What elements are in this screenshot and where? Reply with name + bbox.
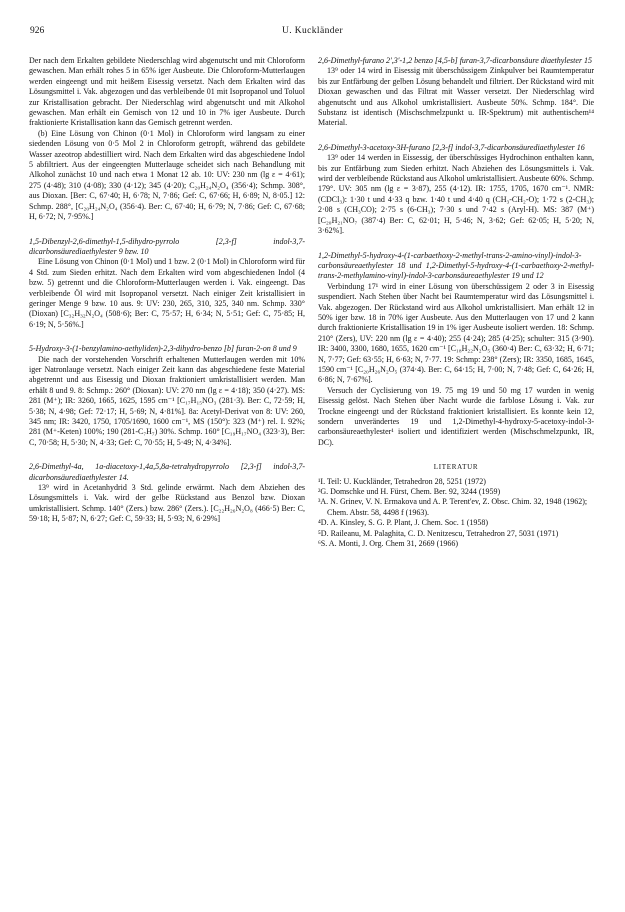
paragraph-hydroxy-indol-procedure: Verbindung 17¹ wird in einer Lösung von überschüssigem 2 oder 3 in Eisessig suspendiert. Nach Stehen über Nacht bei Raumtemperatur wird das Lösungsmittel i. Vak. abgezogen. Der Rückstand wird aus Alkohol umkristallisiert. Man erhält 12 in 50% iger bzw. 18 in 70% iger Ausbeute. Aus den Mutterlaugen von 17 und 2 kann durch fraktionierte Kristallisation 19 in 1% iger Ausbeute isoliert werden. 18: Schmp. 210° (Zers), UV: 220 nm (lg ε = 4·40); 255 (4·24); 285 (4·25); schulter: 315 (3·90). IR: 3400, 3300, 1680, 1655, 1620 cm⁻¹ [C₁₈H₂₂N₂O₅ (360·4) Ber: C, 63·32; H, 6·71; N, 7·77; Gef: 63·55; H, 6·63; N, 7·77. 19: Schmp: 238° (Zers); IR: 3350, 1685, 1645, 1590 cm⁻¹ [C₂₀H₂₆N₂O₅ (374·4). Ber: C, 64·15; H, 7·00; N, 7·48; Gef: C, 64·26; H, 6·86; N, 7·67%].	[318, 281, 594, 385]
paragraph-dibenzyl-procedure: Eine Lösung von Chinon (0·1 Mol) und 1 bzw. 2 (0·1 Mol) in Chloroform wird für 4 Std. zum Sieden erhitzt. Nach dem Erkalten wird vom abgeschiedenen Indol (4 bzw. 5) getrennt und die Chloroform-Mutterlaugen werden i. Vak. eingeengt. Das verbleibende Öl wird mit Isopropanol versetzt. Nach einiger Zeit kristallisiert in geringer Menge 9 bzw. 10 aus. 9: UV: 230, 265, 310, 325, 340 nm. Schmp. 330° (Dioxan) [C₃₂H₃₂N₂O₄ (508·6); Ber: C, 75·57; H, 6·34; N, 5·51; Gef: C, 75·85; H, 6·19; N, 5·56%.]	[29, 257, 305, 329]
heading-hydroxy-indol-esters: 1,2-Dimethyl-5-hydroxy-4-(1-carbaethoxy-2-methyl-trans-2-amino-vinyl)-indol-3-carbonsäureaethylester 18 und 1,2-Dimethyl-5-hydroxy-4-(1-carbaethoxy-2-methyl-trans-2-methylamino-vinyl)-indol-3-carbonsäureaethylester 19 und 12	[318, 250, 594, 281]
reference-list	[318, 477, 594, 550]
heading-acetoxy-furanoindol: 2,6-Dimethyl-3-acetoxy-3H-furano [2,3-f] indol-3,7-dicarbonsäurediaethylester 16	[318, 142, 585, 152]
heading-dibenzyl-pyrroloindol: 1,5-Dibenzyl-2,6-dimethyl-1,5-dihydro-pyrrolo [2,3-f] indol-3,7-dicarbonsäurediaethylester 9 bzw. 10	[29, 236, 305, 256]
reference-item: ⁵D. Raileanu, M. Palaghita, C. D. Nenitzescu, Tetrahedron 27, 5031 (1971)	[318, 528, 559, 538]
left-column	[29, 56, 305, 525]
reference-item: ¹I. Teil: U. Kuckländer, Tetrahedron 28, 5251 (1972)	[318, 476, 486, 486]
running-header-author: U. Kuckländer	[281, 26, 344, 36]
reference-item: ²G. Domschke und H. Fürst, Chem. Ber. 92, 3244 (1959)	[318, 487, 501, 497]
paragraph-method-b: (b) Eine Lösung von Chinon (0·1 Mol) in Chloroform wird langsam zu einer siedenden Lösung von 0·5 Mol 2 in Chloroform getropft, während das gebildete Wasser azeotrop abdestilliert wird. Nach dem Erkalten wird das abgeschiedene Indol 5 abfiltriert. Aus der eingeengten Mutterlauge scheidet sich nach Behandlung mit Alkohol zunächst 10 und nach etwa 1 Monat 12 ab. 10: UV: 230 nm (lg ε = 4·61); 275 (4·48); 310 (4·08); 330 (4·12); 345 (4·20); C₂₀H₂₄N₂O₄ (356·4); Schmp. 308°, aus Dioxan. [Ber: C, 67·40; H, 6·78; N, 7·86; Gef: C, 67·66; H, 6·89; N, 8·05.] 12: Schmp. 288°, [C₂₀H₂₄N₂O₄ (356·4). Ber: C, 67·40; H, 6·79; N, 7·86; Gef: C, 67·68; H, 6·72; N, 7·95%.]	[29, 128, 305, 222]
paragraph-furano-procedure: 13⁹ oder 14 wird in Eisessig mit überschüssigem Zinkpulver bei Raumtemperatur bis zur Entfärbung der gelben Lösung behandelt und filtriert. Der Rückstand wird mit Dioxan gewaschen und das Filtrat mit Wasser versetzt. Der Niederschlag wird abgenutscht und aus Alkohol umkristallisiert. Ausbeute 50%. Schmp. 184°. Die Substanz ist identisch (Mischschmelzpunkt u. IR-Spektrum) mit authentischem¹⁴ Material.	[318, 66, 594, 128]
reference-item: ⁴D. A. Kinsley, S. G. P. Plant, J. Chem. Soc. 1 (1958)	[318, 518, 489, 528]
reference-item: ⁶S. A. Monti, J. Org. Chem 31, 2669 (1966)	[318, 539, 458, 549]
heading-diacetoxy-tetrahydropyrroloindol: 2,6-Dimethyl-4a, 1a-diacetoxy-1,4a,5,8a-tetrahydropyrrolo [2,3-f] indol-3,7-dicarbonsäurediaethylester 14.	[29, 462, 305, 482]
paragraph-mother-liquor: Der nach dem Erkalten gebildete Niederschlag wird abgenutscht und mit Chloroform gewaschen. Man erhält rohes 5 in 65% iger Ausbeute. Die Chloroform-Mutterlaugen werden eingeengt und mit heißem Eisessig versetzt. Nach dem Erkalten wird das Lösungsmittel i. Vak. abgezogen und das verbleibende 01 mit Isopropanol und Toluol zur Kristallisation gebracht. Der Niederschlag wird abgenutscht und mit Alkohol gewaschen. Man erhält ein Gemisch von 12 und 10 in 7% iger Ausbeute. Durch fraktionierte Kristallisation kann das Gemisch getrennt werden.	[29, 56, 305, 128]
heading-benzofuranone: 5-Hydroxy-3-(1-benzylamino-aethyliden)-2,3-dihydro-benzo [b] furan-2-on 8 und 9	[29, 344, 297, 354]
running-header	[30, 26, 595, 40]
paragraph-benzofuranone-procedure: Die nach der vorstehenden Vorschrift erhaltenen Mutterlaugen werden mit 10% iger Natronlauge versetzt. Nach einiger Zeit kann das abgeschiedene feste Material abgetrennt und aus Eisessig und Dioxan fraktioniert umkristallisiert werden. Man erhält 8 und 9. 8: Schmp.: 260° (Dioxan): UV: 270 nm (lg ε = 4·18); 350 (4·27). MS: 281 (M⁺); IR: 3260, 1665, 1625, 1595 cm⁻¹ [C₁₇H₁₅NO₃ (281·3). Ber: C, 72·59; H, 5·38; N, 4·98; Gef: 72·17; H, 5·69; N, 4·81%]. 8a: Acetyl-Derivat von 8: UV: 260, 345 nm; IR: 3420, 1750, 1705/1690, 1600 cm⁻¹, MS (150°): 323 (M⁺) rel. I. 92%; 281 (M⁺-Keten) 100%; 190 (281-C₇H₇) 30%. Schmp. 160° [C₁₉H₁₇NO₄ (323·3), Ber: C, 70·58; H, 5·30; N, 4·33; Gef: C, 70·55; H, 5·49; N, 4·34%].	[29, 354, 305, 447]
literature-heading: LITERATUR	[433, 463, 479, 472]
heading-furano-benzofuran: 2,6-Dimethyl-furano 2′,3′-1,2 benzo [4,5-b] furan-3,7-dicarbonsäure diaethylester 15	[318, 56, 593, 65]
right-column	[318, 56, 594, 549]
paragraph-cyclisation-attempt: Versuch der Cyclisierung von 19. 75 mg 19 und 50 mg 17 wurden in wenig Eisessig gelöst. Nach Stehen über Nacht wurde die farblose Lösung i. Vak. zur Trockne eingeengt und der Rückstand fraktioniert kristallisiert. Es konnte kein 12, sondern unverändertes 19 und 1,2-Dimethyl-4-hydroxy-5-acetoxy-indol-3-carbonsäureaethylester¹ isoliert und identifiziert werden (Mischschmelzpunkt, IR, DC).	[318, 385, 594, 447]
page-number: 926	[30, 26, 45, 36]
paragraph-acetoxy-procedure: 13⁹ oder 14 werden in Eissessig, der überschüssiges Hydrochinon enthalten kann, bis zur Entfärbung zum Sieden erhitzt. Nach Abziehen des Lösungsmittels i. Vak. wird der verbleibende Rückstand aus Alkohol umkristallisiert. Ausbeute 60%. Schmp. 179°. UV: 305 nm (lg ε = 3·87), 255 (4·12). IR: 1755, 1705, 1670 cm⁻¹. NMR: (CDCl₃): 1·30 t und 4·33 q bzw. 1·40 t und 4·40 q (CH₃-CH₂-O); 1·72 s (2-CH₃); 2·08 s (CH₃CO); 2·75 s (6-CH₃); 7·30 s und 7·42 s (Aryl-H). MS: 387 (M⁺) [C₂₀H₂₁NO₇ (387·4) Ber: C, 62·01; H, 5·46; N, 3·62; Gef: 62·05; H, 5·20; N, 3·62%].	[318, 153, 594, 236]
reference-item: ³A. N. Grinev, V. N. Ermakova und A. P. Terent'ev, Z. Obsc. Chim. 32, 1948 (1962); Chem. Abstr. 58, 4498 f (1963).	[318, 497, 588, 517]
paragraph-diacetoxy-procedure: 13⁹ wird in Acetanhydrid 3 Std. gelinde erwärmt. Nach dem Abziehen des Lösungsmittels i. Vak. wird der gelbe Rückstand aus Benzol bzw. Dioxan umkristallisiert. Schmp. 140° (Zers.) bzw. 286° (Zers.). [C₂₂H₂₆N₂O₈ (466·5) Ber: C, 59·18; H, 5·87; N, 6·27; Gef: C, 59·33; H, 5·93; N, 6·29%]	[29, 483, 305, 524]
